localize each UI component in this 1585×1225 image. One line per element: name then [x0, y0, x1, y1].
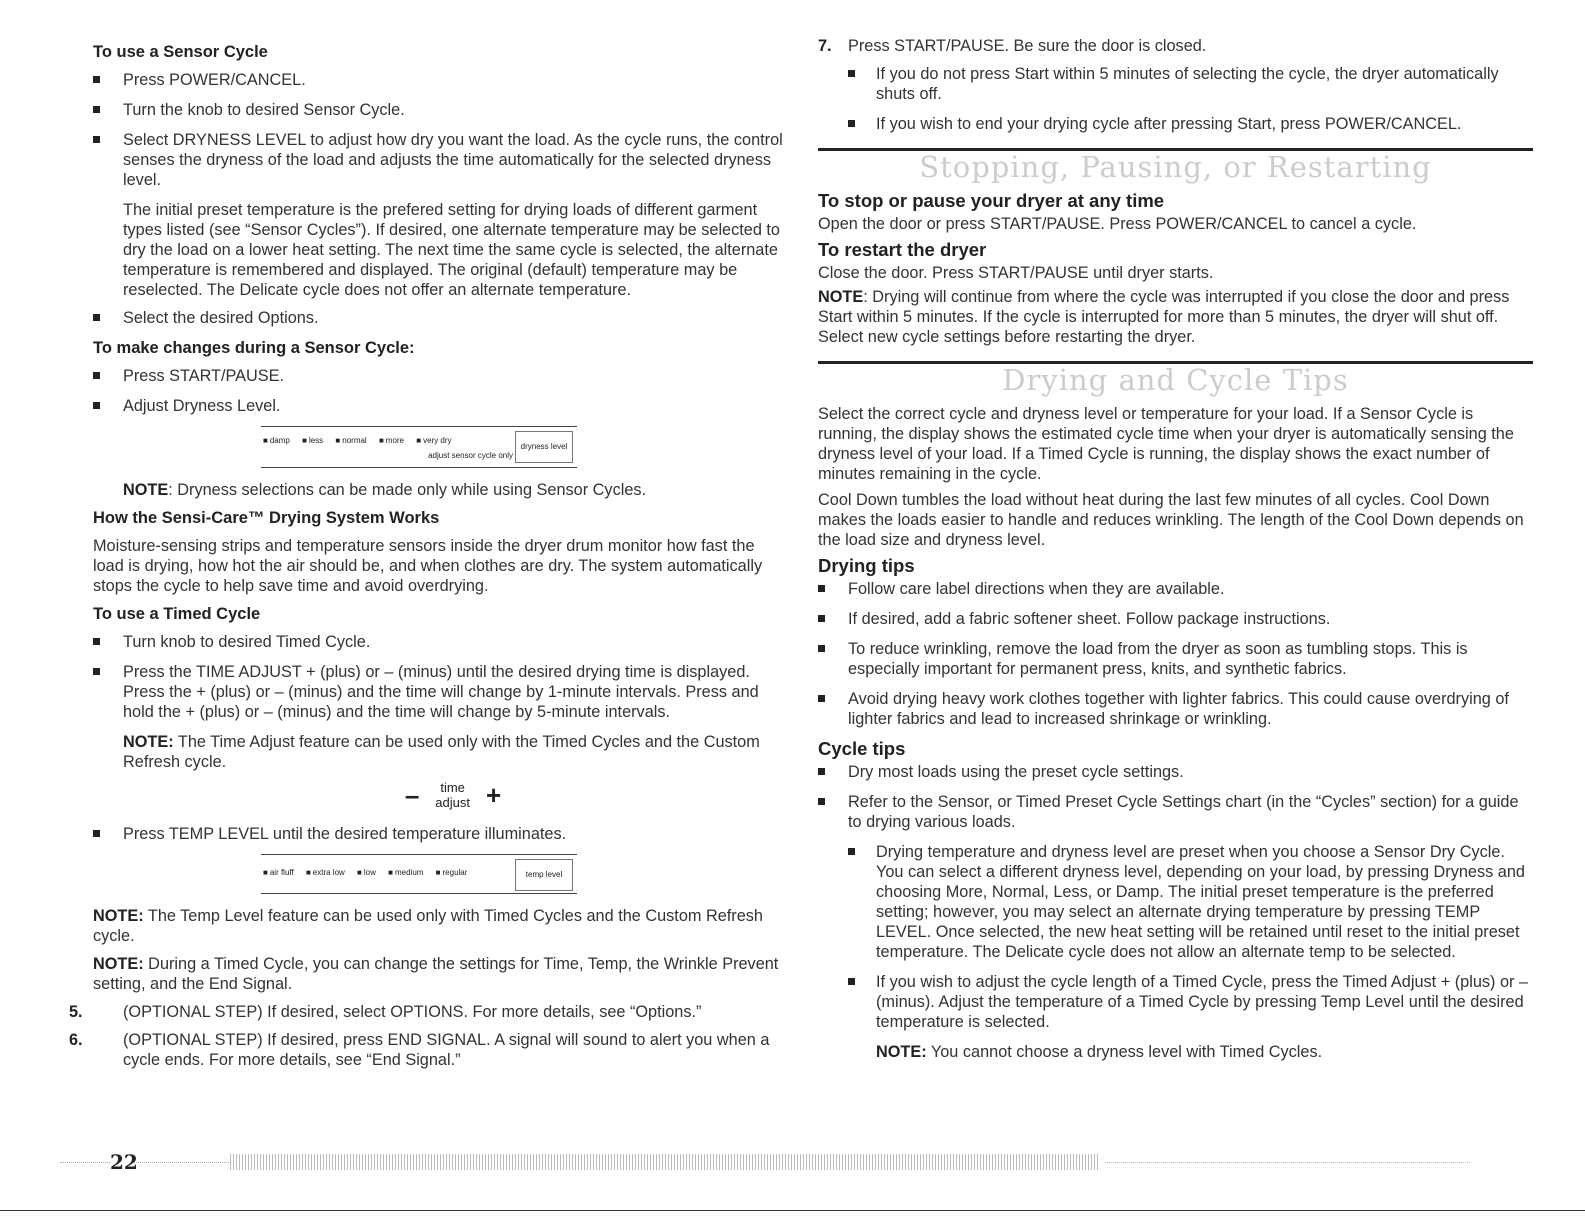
- plus-icon: +: [485, 780, 502, 810]
- step-text: Press START/PAUSE. Be sure the door is closed.: [848, 37, 1207, 55]
- note-label: NOTE:: [123, 733, 174, 751]
- dryness-option-very-dry: ■ very dry: [416, 436, 451, 445]
- dryness-option-less: ■ less: [302, 436, 323, 445]
- list-item: Turn the knob to desired Sensor Cycle.: [93, 100, 783, 120]
- list-item: Avoid drying heavy work clothes together with lighter fabrics. This could cause overdrying of lighter fabrics and lead to increased shrinkage or wrinkling.: [818, 689, 1533, 729]
- dryness-option-more: ■ more: [379, 436, 404, 445]
- list-item: Press START/PAUSE.: [93, 366, 783, 386]
- footer-dotted-rule: [134, 1162, 229, 1163]
- list-item: Press TEMP LEVEL until the desired temperature illuminates.: [93, 824, 783, 844]
- stopping-section-title: Stopping, Pausing, or Restarting: [919, 150, 1432, 184]
- cycle-tips-heading: Cycle tips: [818, 738, 906, 759]
- list-item: Refer to the Sensor, or Timed Preset Cycle Settings chart (in the “Cycles” section) for a guide to drying various loads.: [818, 792, 1533, 832]
- temp-option-air-fluff: ■ air fluff: [263, 868, 294, 877]
- stop-text: Open the door or press START/PAUSE. Press POWER/CANCEL to cancel a cycle.: [818, 215, 1417, 233]
- list-item: Select the desired Options.: [93, 308, 783, 328]
- tips-section-title: Drying and Cycle Tips: [1002, 363, 1349, 397]
- temp-option-regular: ■ regular: [436, 868, 468, 877]
- list-item: If you wish to adjust the cycle length of a Timed Cycle, press the Timed Adjust + (plus) or – (minus). Adjust the temperature of a Timed Cycle by pressing Temp Level until the desired temperature is selected.: [818, 972, 1533, 1032]
- sensor-cycle-heading: To use a Sensor Cycle: [93, 43, 268, 61]
- temp-level-button: temp level: [515, 859, 573, 891]
- dryness-level-button: dryness level: [515, 431, 573, 463]
- sensicare-paragraph: Moisture-sensing strips and temperature sensors inside the dryer drum monitor how fast the load is drying, how hot the air should be, and when clothes are dry. The system automatically stops the cycle to help save time and avoid overdrying.: [93, 537, 763, 595]
- list-item: Follow care label directions when they are available.: [818, 579, 1533, 599]
- note-label: NOTE: [123, 481, 169, 499]
- changes-heading: To make changes during a Sensor Cycle:: [93, 339, 415, 357]
- note-label: NOTE: [818, 288, 864, 306]
- list-item: Press the TIME ADJUST + (plus) or – (minus) until the desired drying time is displayed. Press the + (plus) or – (minus) and the time will change by 1-minute intervals. Press and hold the + (plus) or – (minus) and the time will change by 5-minute intervals.: [93, 662, 783, 722]
- timed-cycle-heading: To use a Timed Cycle: [93, 605, 261, 623]
- list-item: Adjust Dryness Level.: [93, 396, 783, 416]
- temp-options: [263, 868, 477, 878]
- temp-level-panel: [261, 854, 577, 894]
- dryness-option-damp: ■ damp: [263, 436, 290, 445]
- step-6: [69, 1030, 783, 1070]
- note-text: During a Timed Cycle, you can change the settings for Time, Temp, the Wrinkle Prevent setting, and the End Signal.: [93, 955, 779, 993]
- list-item: Turn knob to desired Timed Cycle.: [93, 632, 783, 652]
- page-bottom-rule: [0, 1210, 1585, 1211]
- list-item: To reduce wrinkling, remove the load from the dryer as soon as tumbling stops. This is especially important for permanent press, knits, and synthetic fabrics.: [818, 639, 1533, 679]
- time-adjust-label-line2: adjust: [435, 795, 470, 810]
- step-number: 5.: [69, 1003, 83, 1021]
- step-number: 7.: [818, 37, 832, 55]
- time-adjust-control: [93, 780, 783, 810]
- restart-text: Close the door. Press START/PAUSE until dryer starts.: [818, 264, 1214, 282]
- note-text: You cannot choose a dryness level with Timed Cycles.: [926, 1043, 1323, 1061]
- tips-paragraph: Cool Down tumbles the load without heat during the last few minutes of all cycles. Cool Down makes the loads easier to handle and reduces wrinkling. The length of the Cool Down depends on the load size and dryness level.: [818, 491, 1524, 549]
- left-column: [69, 36, 783, 1078]
- step-5: [69, 1002, 783, 1022]
- restart-heading: To restart the dryer: [818, 239, 987, 260]
- dryness-panel-subtext: adjust sensor cycle only: [428, 451, 513, 460]
- sensor-paragraph: The initial preset temperature is the prefered setting for drying loads of different garment types listed (see “Sensor Cycles”). If desired, one alternate temperature may be selected to dry the load on a lower heat setting. The next time the same cycle is selected, the alternate temperature is remembered and displayed. The original (default) temperature may be reselected. The Delicate cycle does not offer an alternate temperature.: [123, 201, 780, 299]
- stop-heading: To stop or pause your dryer at any time: [818, 190, 1165, 211]
- footer-dotted-rule: [60, 1162, 110, 1163]
- time-adjust-label: [435, 780, 470, 810]
- minus-icon: –: [404, 780, 420, 810]
- list-item: If you wish to end your drying cycle after pressing Start, press POWER/CANCEL.: [818, 114, 1533, 134]
- right-column: [818, 36, 1533, 1062]
- temp-option-medium: ■ medium: [388, 868, 423, 877]
- step-text: (OPTIONAL STEP) If desired, press END SIGNAL. A signal will sound to alert you when a cycle ends. For more details, see “End Signal.”: [123, 1031, 770, 1069]
- note-label: NOTE:: [876, 1043, 927, 1061]
- list-item: Dry most loads using the preset cycle settings.: [818, 762, 1533, 782]
- temp-option-low: ■ low: [357, 868, 376, 877]
- note-text: : Dryness selections can be made only while using Sensor Cycles.: [168, 481, 647, 499]
- sensicare-heading: How the Sensi-Care™ Drying System Works: [93, 509, 440, 527]
- note-label: NOTE:: [93, 907, 144, 925]
- tips-paragraph: Select the correct cycle and dryness level or temperature for your load. If a Sensor Cycle is running, the display shows the estimated cycle time when your dryer is automatically sensing the dryness level of your load. If a Timed Cycle is running, the display shows the exact number of minutes remaining in the cycle.: [818, 405, 1514, 483]
- note-text: The Time Adjust feature can be used only with the Timed Cycles and the Custom Refresh cycle.: [123, 733, 760, 771]
- step-text: (OPTIONAL STEP) If desired, select OPTIONS. For more details, see “Options.”: [123, 1003, 702, 1021]
- note-label: NOTE:: [93, 955, 144, 973]
- list-item: If you do not press Start within 5 minutes of selecting the cycle, the dryer automatically shuts off.: [818, 64, 1533, 104]
- page-number: 22: [110, 1150, 138, 1174]
- dryness-option-normal: ■ normal: [335, 436, 366, 445]
- dryness-level-panel: [261, 426, 577, 468]
- step-number: 6.: [69, 1031, 83, 1049]
- page-footer: [60, 1150, 1470, 1178]
- note-text: The Temp Level feature can be used only with Timed Cycles and the Custom Refresh cycle.: [93, 907, 763, 945]
- time-adjust-label-line1: time: [440, 780, 465, 795]
- dryness-options: [263, 436, 462, 446]
- footer-dotted-rule: [1105, 1162, 1470, 1163]
- footer-hatch-bar: [230, 1154, 1100, 1170]
- drying-tips-heading: Drying tips: [818, 555, 915, 576]
- temp-option-extra-low: ■ extra low: [306, 868, 345, 877]
- note-text: : Drying will continue from where the cycle was interrupted if you close the door and press Start within 5 minutes. If the cycle is interrupted for more than 5 minutes, the dryer will shut off. Select new cycle settings before restarting the dryer.: [818, 288, 1510, 346]
- list-item: Press POWER/CANCEL.: [93, 70, 783, 90]
- step-7: [818, 36, 1533, 56]
- list-item: If desired, add a fabric softener sheet. Follow package instructions.: [818, 609, 1533, 629]
- list-item: Select DRYNESS LEVEL to adjust how dry you want the load. As the cycle runs, the control senses the dryness of the load and adjusts the time automatically for the selected dryness level.: [93, 130, 783, 190]
- list-item: Drying temperature and dryness level are preset when you choose a Sensor Dry Cycle. You can select a different dryness level, depending on your load, by pressing Dryness and choosing More, Normal, Less, or Damp. The initial preset temperature is the preferred setting; however, you may select an alternate drying temperature by pressing TEMP LEVEL. Once selected, the new heat setting will be retained until reset to the initial preset temperature. The Delicate cycle does not allow an alternate temp to be selected.: [818, 842, 1533, 962]
